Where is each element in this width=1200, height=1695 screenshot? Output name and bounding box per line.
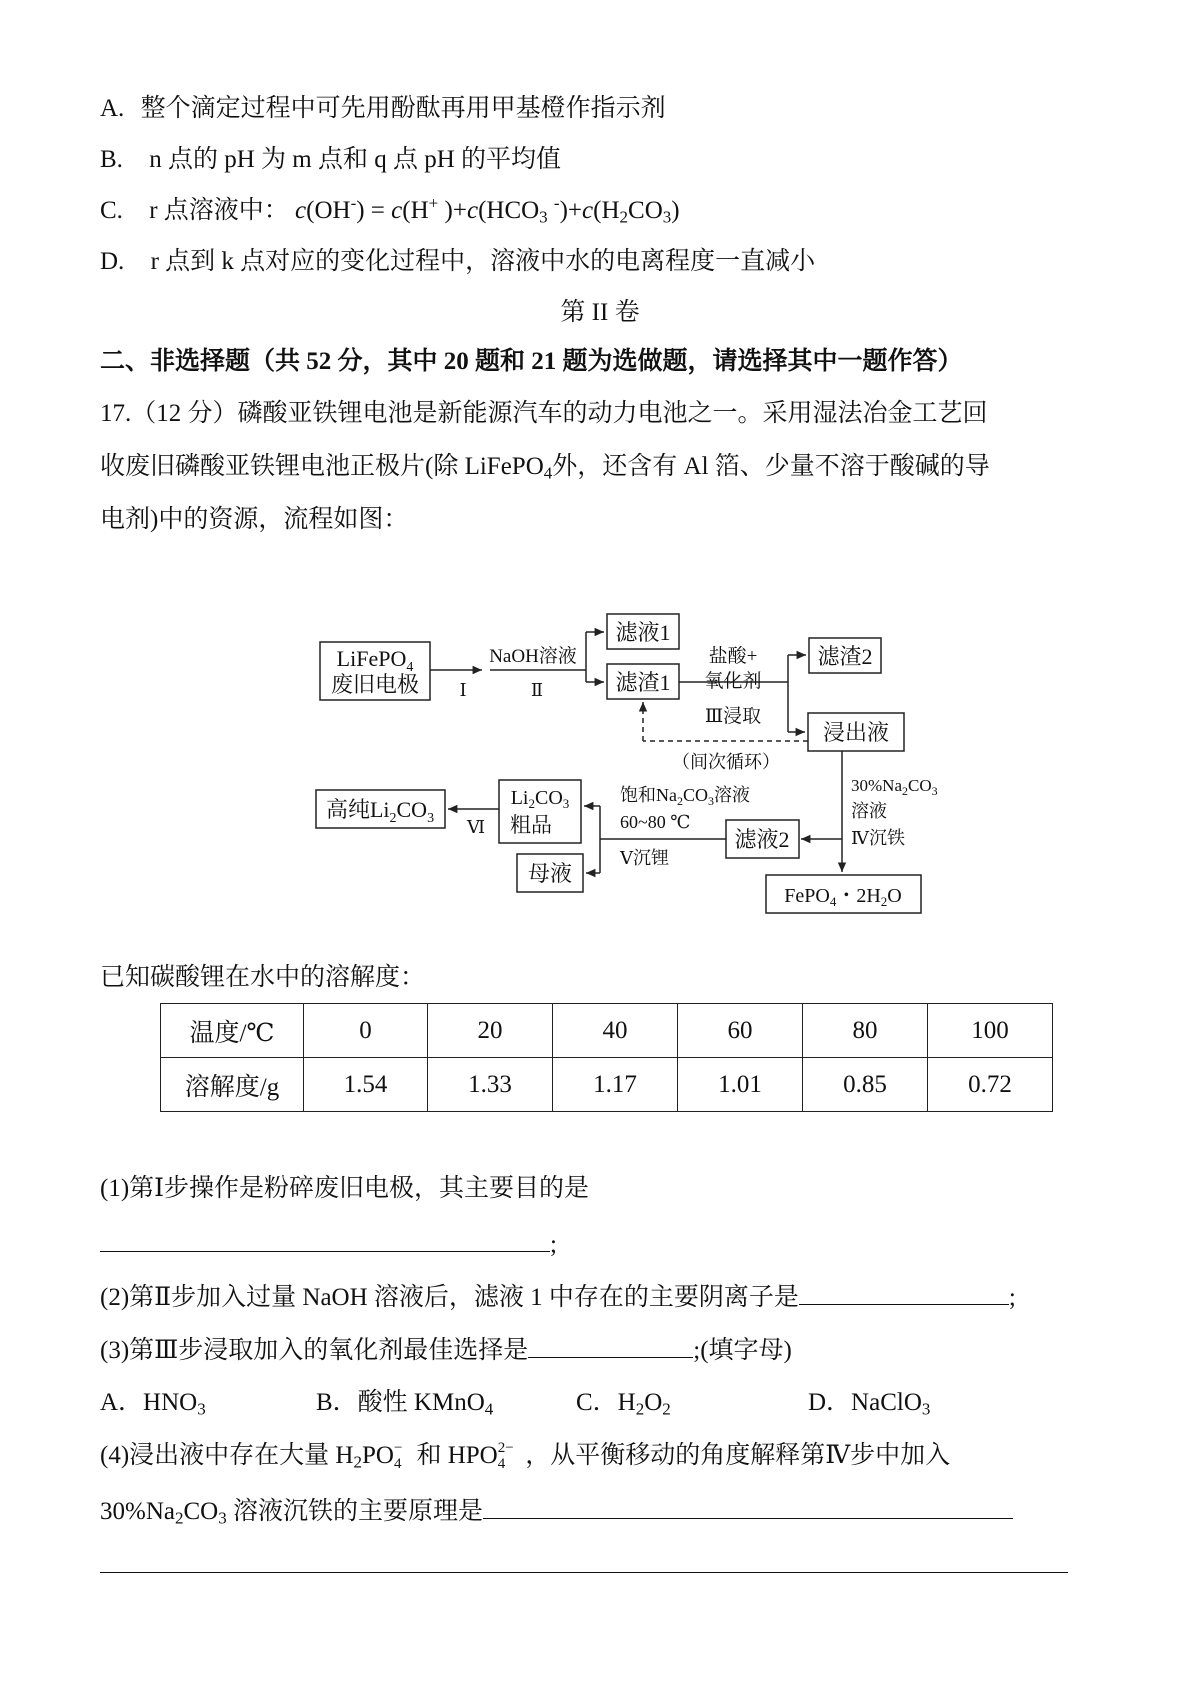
q1-blank[interactable] xyxy=(100,1225,550,1252)
q3-option-c: C．$H_2O_2$ xyxy=(576,1389,671,1419)
q4-line3 xyxy=(100,1546,1068,1584)
q3-option-a: A．$HNO_3$ xyxy=(100,1389,206,1419)
recycle-label: （间次循环） xyxy=(672,752,780,772)
option-b xyxy=(100,142,561,178)
q2-blank[interactable] xyxy=(799,1278,1009,1305)
q2-text: (2)第Ⅱ步加入过量 NaOH 溶液后，滤液 1 中存在的主要阴离子是 xyxy=(100,1284,799,1311)
option-c-formula: c(OH-) = c(H+ )$+c(HCO_3$ $^-)+c(H_2CO_3)$ xyxy=(295,193,680,227)
step-iii-label: Ⅲ浸取 xyxy=(704,706,762,727)
q17-line2-b: 外，还含有 Al 箔、少量不溶于酸碱的导 xyxy=(552,453,990,480)
section-title: 第 II 卷 xyxy=(560,299,640,326)
table-row xyxy=(161,1058,1053,1112)
crude-line1: $Li_2CO_3$ xyxy=(510,787,570,811)
table-cell: 1.54 xyxy=(304,1058,428,1112)
table-header-cell: 100 xyxy=(928,1004,1053,1058)
crude-line2: 粗品 xyxy=(510,813,552,837)
q17-line1: 17.（12 分）磷酸亚铁锂电池是新能源汽车的动力电池之一。采用湿法冶金工艺回 xyxy=(100,400,988,427)
option-d-text: r 点到 k 点对应的变化过程中，溶液中水的电离程度一直减小 xyxy=(150,248,816,275)
oxidant-label: 氧化剂 xyxy=(704,671,762,692)
hcl-label: 盐酸+ xyxy=(708,646,758,667)
q17-line2-a: 收废旧磷酸亚铁锂电池正极片(除 LiFePO xyxy=(100,453,544,480)
q2-line xyxy=(100,1278,1016,1316)
q17-line2-sub: 4 xyxy=(543,463,553,483)
q17-line2 xyxy=(100,449,990,485)
q3-text: (3)第Ⅲ步浸取加入的氧化剂最佳选择是 xyxy=(100,1337,529,1364)
table-header-cell: 40 xyxy=(553,1004,678,1058)
option-a-text: 整个滴定过程中可先用酚酞再用甲基橙作指示剂 xyxy=(140,95,666,122)
solubility-intro: 已知碳酸锂在水中的溶解度： xyxy=(100,964,426,991)
residue2-text: 滤渣2 xyxy=(817,644,873,669)
q3-line xyxy=(100,1331,792,1369)
q3-options xyxy=(100,1385,930,1421)
table-cell: 溶解度/g xyxy=(161,1058,304,1112)
table-cell: 1.17 xyxy=(553,1058,678,1112)
table-header-cell: 20 xyxy=(428,1004,553,1058)
part-heading: 二、非选择题（共 52 分，其中 20 题和 21 题为选做题，请选择其中一题作答） xyxy=(100,348,963,375)
mother-text: 母液 xyxy=(527,861,573,886)
step-i-label: Ⅰ xyxy=(459,680,467,700)
option-a-label: A. xyxy=(100,95,125,122)
solubility-table xyxy=(160,1003,1053,1112)
table-row xyxy=(161,1004,1053,1058)
q3-option-b: B．酸性 KMnO$_4$ xyxy=(316,1389,494,1419)
table-cell: 1.33 xyxy=(428,1058,553,1112)
option-b-label: B. xyxy=(100,146,123,173)
table-cell: 0.72 xyxy=(928,1058,1053,1112)
table-header-cell: 0 xyxy=(304,1004,428,1058)
leachate-text: 浸出液 xyxy=(822,720,890,745)
option-d-label: D. xyxy=(100,248,125,275)
process-flowchart xyxy=(0,590,1200,920)
q4-line2: $30\%Na_2CO_3$ 溶液沉铁的主要原理是 xyxy=(100,1492,1013,1530)
filtrate1-text: 滤液1 xyxy=(615,620,671,645)
fepo4-text: FePO$_4$・$2H_2O$ xyxy=(784,885,902,909)
step-vi-label: Ⅵ xyxy=(466,817,486,837)
option-a xyxy=(100,91,666,127)
table-cell: 0.85 xyxy=(803,1058,928,1112)
q17-line3: 电剂)中的资源，流程如图： xyxy=(100,506,409,533)
na2co3-30-label: $30\%Na_2CO_3$ xyxy=(851,776,938,798)
option-c xyxy=(100,193,680,229)
q3-option-d: D．NaClO$_3$ xyxy=(808,1389,931,1419)
q4-blank-2[interactable] xyxy=(100,1546,1068,1573)
q4-line1: (4)浸出液中存在大量 $H_2PO$ − 4 和 HPO 2− 4 ，从平衡移动的角度解释第Ⅳ步中加入 xyxy=(100,1439,951,1473)
table-header-cell: 80 xyxy=(803,1004,928,1058)
table-header-cell: 60 xyxy=(678,1004,803,1058)
option-c-prefix: r 点溶液中： xyxy=(149,197,289,224)
q4-blank[interactable] xyxy=(483,1492,1013,1519)
option-c-label: C. xyxy=(100,197,123,224)
filtrate2-text: 滤液2 xyxy=(734,827,790,852)
step-v-label: Ⅴ沉锂 xyxy=(620,848,669,868)
table-cell: 1.01 xyxy=(678,1058,803,1112)
q1-text: (1)第Ⅰ步操作是粉碎废旧电极，其主要目的是 xyxy=(100,1175,590,1202)
step-iv-label: Ⅳ沉铁 xyxy=(851,828,905,848)
solution-label: 溶液 xyxy=(851,801,887,821)
q3-blank[interactable] xyxy=(528,1331,693,1358)
q1-answer-line xyxy=(100,1225,557,1263)
q2-end: ; xyxy=(1008,1284,1016,1311)
saturated-label: 饱和$Na_2CO_3$溶液 xyxy=(620,785,751,808)
option-b-text: n 点的 pH 为 m 点和 q 点 pH 的平均值 xyxy=(149,146,561,173)
start-box-line1: LiFePO$_4$ xyxy=(336,646,414,675)
naoh-label: NaOH溶液 xyxy=(489,646,577,667)
start-box-line2: 废旧电极 xyxy=(330,672,420,697)
q3-end: ;(填字母) xyxy=(693,1337,792,1364)
option-d xyxy=(100,244,815,280)
temp-label: 60~80 ℃ xyxy=(620,812,691,832)
residue1-text: 滤渣1 xyxy=(615,670,671,695)
table-header-cell: 温度/℃ xyxy=(161,1004,304,1058)
q1-end: ; xyxy=(550,1231,557,1258)
step-ii-label: Ⅱ xyxy=(530,680,544,700)
pure-text: 高纯$Li_2CO_3$ xyxy=(325,797,435,826)
